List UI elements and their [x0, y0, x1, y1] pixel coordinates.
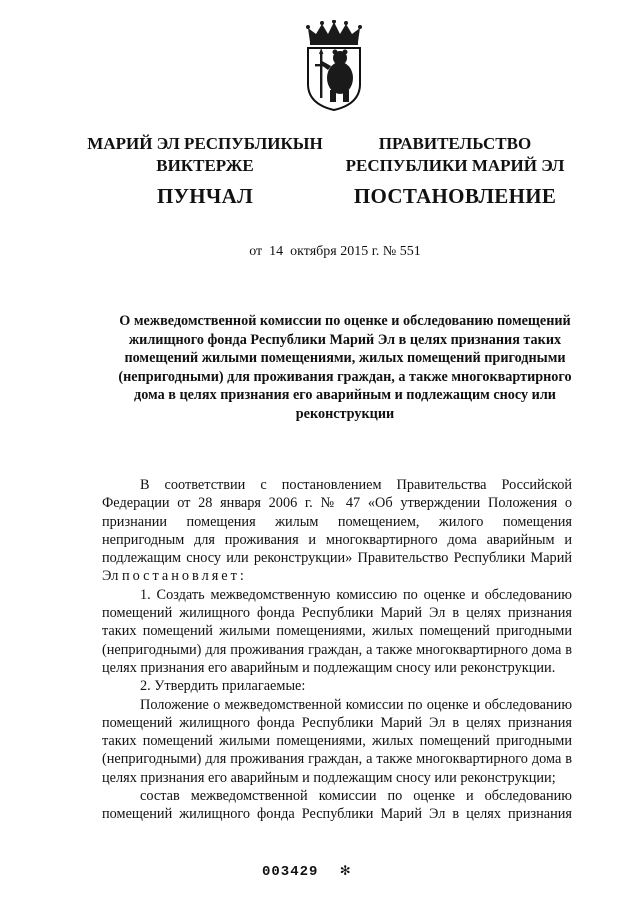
body-item-1: 1. Создать межведомственную комиссию по оценке и обследованию помещений жилищного фонда Республики Марий Эл в целях признания таких помещений жилыми помещениями, жилых помещений пригодными (непригодными) для проживания граждан, а также многоквартирного дома в целях признания его аварийным и подлежащим сносу или реконструкции. — [102, 586, 572, 676]
coat-of-arms-emblem — [300, 20, 368, 112]
document-body — [102, 476, 572, 824]
serial-number: 003429 — [262, 864, 319, 880]
header-left-line2: ВИКТЕРЖЕ — [156, 156, 254, 175]
header-right-block — [345, 133, 565, 207]
body-item-2b: состав межведомственной комиссии по оценке и обследованию помещений жилищного фонда Республики Марий Эл в целях признания — [102, 788, 572, 823]
header-left-block — [80, 133, 330, 207]
crown-icon — [306, 20, 362, 45]
document-footer — [262, 860, 351, 880]
decree-word: постановляет: — [121, 568, 247, 585]
document-date-number: от 14 октября 2015 г. № 551 — [249, 244, 421, 259]
footer-star-mark: ✻ — [340, 862, 352, 880]
header-right-line2: РЕСПУБЛИКИ МАРИЙ ЭЛ — [345, 156, 565, 175]
header-right-line1: ПРАВИТЕЛЬСТВО — [378, 134, 532, 153]
header-left-doc-type: ПУНЧАЛ — [156, 184, 254, 208]
body-item-2a: Положение о межведомственной комиссии по оценке и обследованию помещений жилищного фонда Республики Марий Эл в целях признания таких помещений жилыми помещениями, жилых помещений пригодными (непригодными) для проживания граждан, а также многоквартирного дома в целях признания его аварийным и подлежащим сносу или реконструкции; — [102, 696, 572, 786]
header-left-line1: МАРИЙ ЭЛ РЕСПУБЛИКЫН — [87, 134, 323, 153]
body-preamble — [102, 476, 572, 586]
body-item-2: 2. Утвердить прилагаемые: — [140, 678, 306, 695]
header-right-doc-type: ПОСТАНОВЛЕНИЕ — [353, 184, 557, 208]
preamble-text: В соответствии с постановлением Правительства Российской Федерации от 28 января 2006 г. № 47 «Об утверждении Положения о признании помещения жилым помещением, жилого помещения непригодным для проживания и многоквартирного дома аварийным и подлежащим сносу или реконструкции» Правительство Республики Марий Эл — [102, 477, 572, 585]
document-title: О межведомственной комиссии по оценке и обследованию помещений жилищного фонда Республики Марий Эл в целях признания таких помещений жилыми помещениями, жилых помещений пригодными (непригодными) для проживания граждан, а также многоквартирного дома в целях признания его аварийным и подлежащим сносу или реконструкции — [118, 313, 572, 422]
